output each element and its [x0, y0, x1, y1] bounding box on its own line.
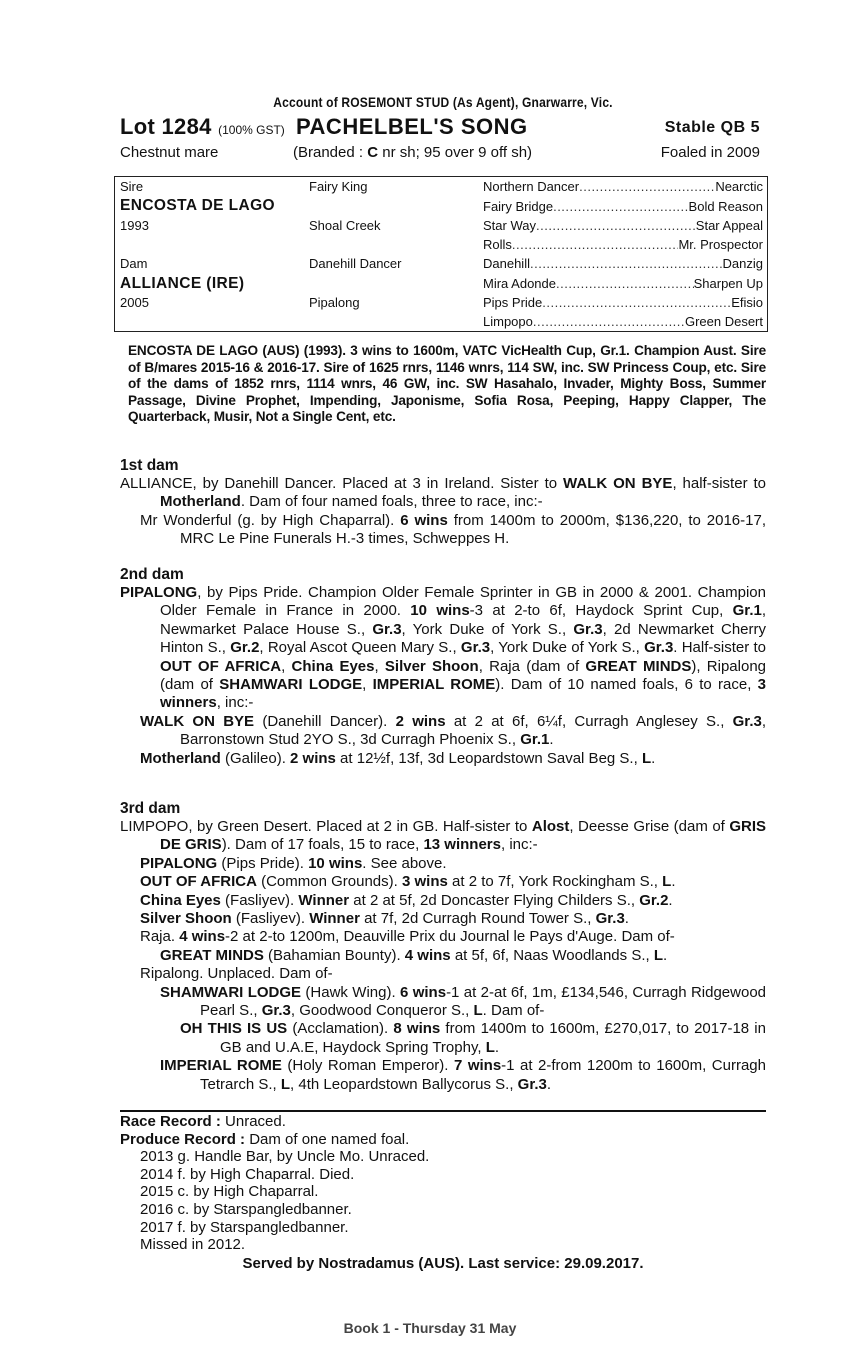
gp-right: Nearctic: [715, 179, 763, 194]
section-heading: 3rd dam: [120, 800, 181, 817]
bold-run: L: [473, 1002, 483, 1020]
bold-run: OH THIS IS US: [180, 1020, 288, 1038]
bold-run: 3 winners: [160, 676, 766, 712]
progeny-entry: OH THIS IS US (Acclamation). 8 wins from 1400m to 1600m, £270,017, to 2017-18 in GB and U.A.E, Haydock Spring Trophy, L.: [180, 1020, 766, 1056]
grandparent-row: [483, 237, 763, 252]
bold-run: China Eyes: [140, 891, 221, 909]
gp-right: Efisio: [731, 295, 763, 310]
sire-summary: ENCOSTA DE LAGO (AUS) (1993). 3 wins to 1600m, VATC VicHealth Cup, Gr.1. Champion Aust. Sire of B/mares 2015-16 & 2016-17. Sire of 1625 rnrs, 1146 wnrs, 114 SW, inc. SW Princess Coup, etc. Sire of the dams of 1852 rnrs, 1114 wnrs, 46 GW, inc. SW Hasahalo, Invader, Mighty Boss, Summer Passage, Divine Prophet, Impending, Japonisme, Sofia Rosa, Peeping, Happy Clapper, The Quarterback, Musir, Not a Single Cent, etc.: [128, 343, 766, 425]
sire-dam: Shoal Creek: [309, 218, 381, 233]
grandparent-row: [483, 314, 763, 329]
produce-item: Missed in 2012.: [140, 1236, 246, 1254]
bold-run: China Eyes: [291, 657, 375, 675]
progeny-entry: IMPERIAL ROME (Holy Roman Emperor). 7 wins-1 at 2-from 1200m to 1600m, Curragh Tetrarch S., L, 4th Leopardstown Ballycorus S., Gr.3.: [160, 1057, 766, 1093]
third-dam-section: [120, 800, 766, 1094]
dam-name: ALLIANCE (IRE): [120, 275, 245, 292]
grandparent-row: [483, 218, 763, 233]
bold-run: WALK ON BYE: [563, 475, 673, 492]
bold-run: Gr.1: [732, 602, 762, 620]
leader-dots: [536, 218, 696, 233]
race-record-value: Unraced.: [220, 1113, 286, 1130]
progeny-entry: Ripalong. Unplaced. Dam of-: [140, 965, 333, 983]
pedigree-table: [114, 176, 768, 332]
progeny-entry: SHAMWARI LODGE (Hawk Wing). 6 wins-1 at 2-at 6f, 1m, £134,546, Curragh Ridgewood Pearl S., Gr.3, Goodwood Conqueror S., L. Dam of-: [160, 983, 766, 1020]
bold-run: Gr.3: [732, 712, 762, 730]
sex-color: Chestnut mare: [120, 144, 219, 161]
bold-run: 10 wins: [410, 602, 470, 620]
progeny-entry: GREAT MINDS (Bahamian Bounty). 4 wins at 5f, 6f, Naas Woodlands S., L.: [160, 946, 668, 964]
vendor-line: Account of ROSEMONT STUD (As Agent), Gnarwarre, Vic.: [273, 94, 613, 110]
section-heading: 2nd dam: [120, 566, 184, 583]
sire-label: Sire: [120, 179, 144, 194]
bold-run: 8 wins: [393, 1020, 441, 1038]
bold-run: Gr.2: [639, 891, 669, 909]
bold-run: IMPERIAL ROME: [372, 676, 496, 694]
foaled-year: Foaled in 2009: [660, 144, 760, 161]
grandparent-row: [483, 199, 763, 214]
bold-run: Gr.3: [372, 620, 402, 638]
produce-item: 2013 g. Handle Bar, by Uncle Mo. Unraced.: [140, 1148, 430, 1166]
progeny-entry: Motherland (Galileo). 2 wins at 12½f, 13f, 3d Leopardstown Saval Beg S., L.: [140, 749, 656, 767]
bold-run: Alost: [531, 818, 570, 835]
bold-run: L: [641, 749, 652, 767]
gp-right: Bold Reason: [688, 199, 763, 214]
bold-run: GREAT MINDS: [585, 657, 692, 675]
bold-run: L: [662, 873, 672, 891]
grandparent-row: [483, 276, 763, 291]
bold-run: Gr.3: [573, 620, 603, 638]
leader-dots: [556, 276, 694, 291]
brand-pre: (Branded :: [293, 144, 368, 161]
race-record-label: Race Record :: [120, 1113, 221, 1130]
gp-left: Limpopo: [483, 314, 533, 329]
bold-run: IMPERIAL ROME: [160, 1057, 282, 1075]
grandparent-row: [483, 256, 763, 271]
horse-name: PACHELBEL'S SONG: [296, 114, 528, 139]
gp-left: Fairy Bridge: [483, 199, 554, 214]
gst-note: (100% GST): [218, 123, 285, 137]
bold-run: Silver Shoon: [384, 657, 479, 675]
sire-name: ENCOSTA DE LAGO: [120, 197, 275, 214]
gp-right: Mr. Prospector: [678, 237, 763, 252]
bold-run: SHAMWARI LODGE: [160, 983, 302, 1001]
bold-run: 4 wins: [179, 928, 226, 946]
leader-dots: [579, 179, 715, 194]
bold-run: WALK ON BYE: [140, 712, 255, 730]
sire-sire: Fairy King: [309, 179, 368, 194]
bold-run: Gr.3: [517, 1075, 547, 1093]
dam-paragraph: ALLIANCE, by Danehill Dancer. Placed at 3 in Ireland. Sister to WALK ON BYE, half-sister to Motherland. Dam of four named foals, three to race, inc:-: [120, 475, 767, 511]
bold-run: 3 wins: [401, 873, 448, 891]
bold-run: SHAMWARI LODGE: [219, 676, 363, 694]
produce-item: 2015 c. by High Chaparral.: [140, 1183, 319, 1201]
bold-run: Gr.2: [230, 639, 260, 657]
second-dam-section: [120, 566, 766, 768]
bold-run: Motherland: [140, 749, 221, 767]
gp-left: Pips Pride: [483, 295, 543, 310]
produce-item: 2014 f. by High Chaparral. Died.: [140, 1165, 355, 1183]
dam-sire: Danehill Dancer: [309, 256, 402, 271]
bold-run: PIPALONG: [120, 584, 198, 601]
progeny-entry: Raja. 4 wins-2 at 2-to 1200m, Deauville Prix du Journal le Pays d'Auge. Dam of-: [140, 928, 675, 946]
produce-record-value: Dam of one named foal.: [245, 1130, 410, 1148]
grandparent-row: [483, 295, 763, 310]
bold-run: L: [280, 1075, 291, 1093]
lot-number: [120, 114, 285, 140]
bold-run: Winner: [309, 910, 360, 928]
bold-run: Gr.3: [595, 910, 625, 928]
bold-run: L: [485, 1038, 495, 1056]
progeny-entry: OUT OF AFRICA (Common Grounds). 3 wins at 2 to 7f, York Rockingham S., L.: [140, 873, 676, 891]
divider: [120, 1110, 766, 1112]
leader-dots: [512, 237, 679, 252]
produce-item: 2016 c. by Starspangledbanner.: [140, 1200, 352, 1218]
brand-letter: C: [367, 144, 379, 161]
leader-dots: [542, 295, 731, 310]
grandparent-row: [483, 179, 763, 194]
race-record: [120, 1113, 766, 1131]
lot-label: Lot 1284: [120, 114, 212, 139]
progeny-entry: PIPALONG (Pips Pride). 10 wins. See above.: [140, 854, 447, 872]
bold-run: 6 wins: [400, 511, 448, 529]
bold-run: Gr.3: [261, 1002, 291, 1020]
bold-run: 2 wins: [290, 749, 336, 767]
leader-dots: [533, 314, 685, 329]
first-dam-section: [120, 457, 766, 549]
bold-run: 4 wins: [404, 946, 451, 964]
brand-post: nr sh; 95 over 9 off sh): [378, 144, 533, 161]
bold-run: OUT OF AFRICA: [140, 873, 257, 891]
dam-dam: Pipalong: [309, 295, 360, 310]
bold-run: Motherland: [160, 493, 241, 511]
produce-record-label: Produce Record :: [120, 1130, 246, 1148]
bold-run: Silver Shoon: [140, 910, 232, 928]
service-note: Served by Nostradamus (AUS). Last service: 29.09.2017.: [242, 1254, 644, 1272]
gp-left: Northern Dancer: [483, 179, 580, 194]
bold-run: Gr.1: [520, 731, 550, 749]
bold-run: Gr.3: [460, 639, 491, 657]
progeny-entry: WALK ON BYE (Danehill Dancer). 2 wins at 2 at 6f, 6¼f, Curragh Anglesey S., Gr.3, Barronstown Stud 2YO S., 3d Curragh Phoenix S., Gr.1.: [140, 712, 766, 749]
lot-line: [120, 114, 766, 142]
gp-right: Sharpen Up: [693, 276, 763, 291]
bold-run: L: [653, 946, 663, 964]
bold-run: Gr.3: [644, 639, 674, 657]
gp-left: Rolls: [483, 237, 512, 252]
dam-year: 2005: [120, 295, 149, 310]
bold-run: OUT OF AFRICA: [160, 657, 282, 675]
gp-right: Star Appeal: [695, 218, 763, 233]
section-heading: 1st dam: [120, 457, 179, 474]
gp-right: Danzig: [722, 256, 763, 271]
bold-run: 10 wins: [308, 854, 363, 872]
produce-item: 2017 f. by Starspangledbanner.: [140, 1218, 349, 1236]
bold-run: 7 wins: [453, 1057, 502, 1075]
stable-location: Stable QB 5: [664, 119, 760, 136]
dam-paragraph: LIMPOPO, by Green Desert. Placed at 2 in GB. Half-sister to Alost, Deesse Grise (dam of GRIS DE GRIS). Dam of 17 foals, 15 to race, 13 winners, inc:-: [120, 818, 766, 854]
gp-left: Danehill: [483, 256, 530, 271]
sire-year: 1993: [120, 218, 149, 233]
bold-run: PIPALONG: [140, 854, 218, 872]
page-footer: Book 1 - Thursday 31 May: [343, 1320, 517, 1336]
bold-run: 6 wins: [400, 983, 447, 1001]
gp-left: Star Way: [483, 218, 536, 233]
progeny-entry: Mr Wonderful (g. by High Chaparral). 6 wins from 1400m to 2000m, $136,220, to 2016-17, MRC Le Pine Funerals H.-3 times, Schweppes H.: [140, 511, 766, 548]
brand-info: [293, 144, 532, 161]
progeny-entry: Silver Shoon (Fasliyev). Winner at 7f, 2d Curragh Round Tower S., Gr.3.: [140, 910, 629, 928]
leader-dots: [530, 256, 723, 271]
gp-right: Green Desert: [684, 314, 763, 329]
dam-paragraph: PIPALONG, by Pips Pride. Champion Older Female Sprinter in GB in 2000 & 2001. Champion Older Female in France in 2000. 10 wins-3 at 2-to 6f, Haydock Sprint Cup, Gr.1, Newmarket Palace House S., Gr.3, York Duke of York S., Gr.3, 2d Newmarket Cherry Hinton S., Gr.2, Royal Ascot Queen Mary S., Gr.3, York Duke of York S., Gr.3. Half-sister to OUT OF AFRICA, China Eyes, Silver Shoon, Raja (dam of GREAT MINDS), Ripalong (dam of SHAMWARI LODGE, IMPERIAL ROME). Dam of 10 named foals, 6 to race, 3 winners, inc:-: [120, 584, 767, 712]
leader-dots: [553, 199, 688, 214]
bold-run: GRIS DE GRIS: [160, 818, 766, 854]
bold-run: 2 wins: [395, 712, 446, 730]
bold-run: 13 winners: [423, 836, 501, 854]
dam-label: Dam: [120, 256, 148, 271]
produce-record: [120, 1131, 766, 1149]
gp-left: Mira Adonde: [483, 276, 556, 291]
bold-run: GREAT MINDS: [160, 946, 264, 964]
progeny-entry: China Eyes (Fasliyev). Winner at 2 at 5f, 2d Doncaster Flying Childers S., Gr.2.: [140, 891, 673, 909]
records-section: [120, 1113, 766, 1272]
bold-run: Winner: [298, 891, 350, 909]
